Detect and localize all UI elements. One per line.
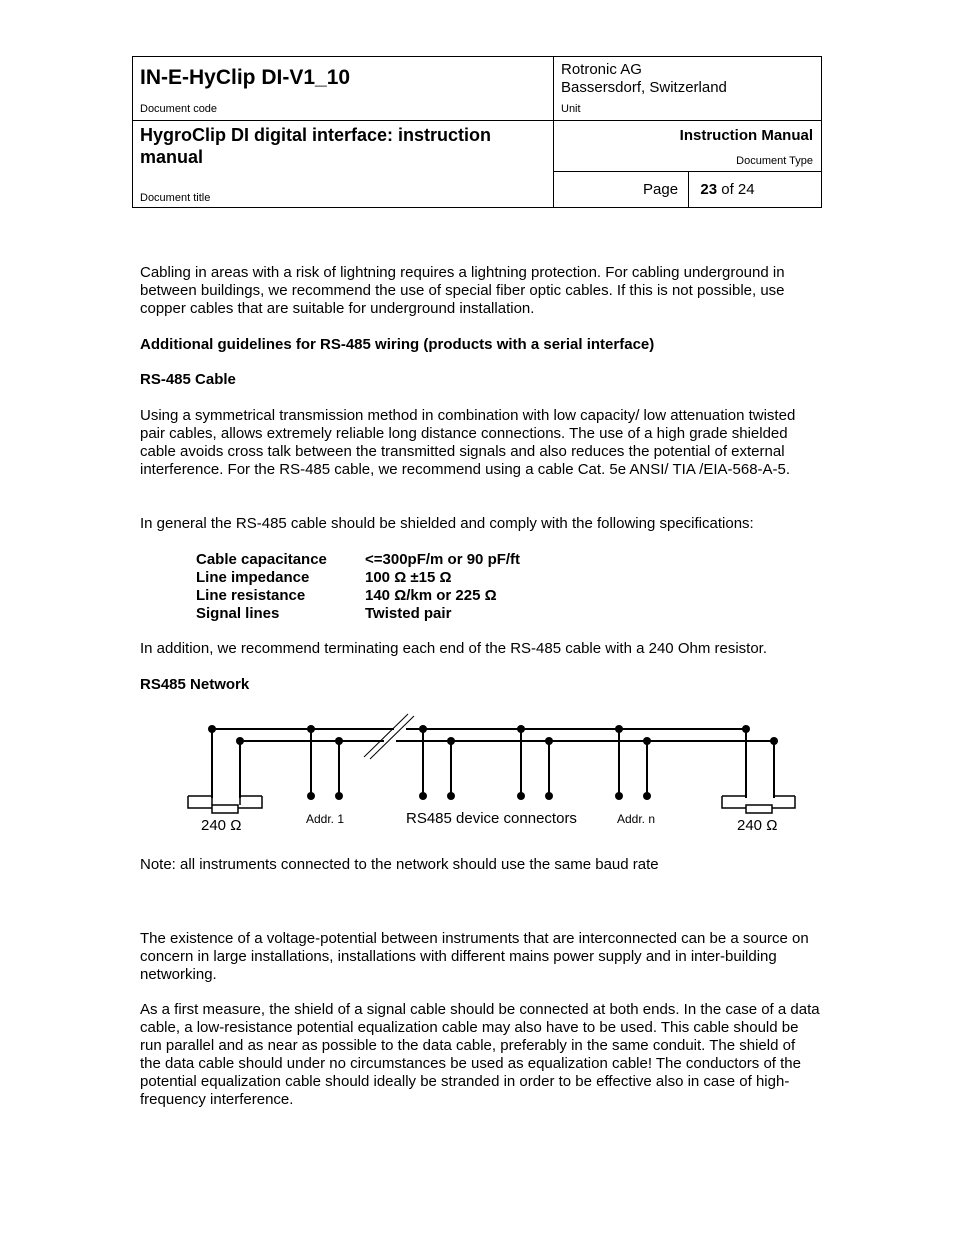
spec-name: Line impedance: [196, 569, 310, 586]
junction-dot: [770, 737, 778, 745]
unit-name: [561, 61, 811, 97]
rs485-network-diagram: [180, 710, 810, 850]
spec-value: 100 Ω ±15 Ω: [365, 569, 452, 586]
spec-name: Line resistance: [196, 587, 306, 604]
junction-dot: [742, 725, 750, 733]
page-total: of 24: [721, 181, 755, 198]
junction-dot: [615, 725, 623, 733]
wire: [722, 796, 746, 808]
resistor-right: [746, 805, 772, 813]
document-type-label: Document Type: [736, 155, 813, 167]
spec-name: Signal lines: [196, 605, 280, 622]
connector-terminal: [335, 792, 343, 800]
spec-row: [196, 587, 520, 605]
paragraph-general: In general the RS-485 cable should be shielded and comply with the following specifications:: [140, 515, 754, 532]
heading-rs485-cable: RS-485 Cable: [140, 371, 236, 388]
unit-label: Unit: [561, 103, 581, 115]
connector-terminal: [419, 792, 427, 800]
document-header: [132, 56, 822, 208]
spec-value: Twisted pair: [365, 605, 452, 622]
heading-rs485-network: RS485 Network: [140, 676, 250, 693]
connector-terminal: [643, 792, 651, 800]
resistor-left-label: 240 Ω: [201, 817, 242, 834]
junction-dot: [335, 737, 343, 745]
spec-table: [196, 551, 520, 623]
connectors-label: RS485 device connectors: [406, 810, 577, 827]
document-code: IN-E-HyClip DI-V1_10: [140, 66, 351, 89]
paragraph-lightning: Cabling in areas with a risk of lightning requires a lightning protection. For cabling underground in between buildings, we recommend the use of special fiber optic cables. If this is not possible, use copper cables that are suitable for underground installation.: [140, 264, 785, 317]
junction-dot: [447, 737, 455, 745]
wire: [772, 796, 795, 808]
junction-dot: [419, 725, 427, 733]
unit-line: Bassersdorf, Switzerland: [561, 79, 727, 96]
document-title-label: Document title: [140, 192, 211, 204]
paragraph-terminate: In addition, we recommend terminating each end of the RS-485 cable with a 240 Ohm resistor.: [140, 640, 768, 657]
connector-terminal: [545, 792, 553, 800]
document-title: HygroClip DI digital interface: instruction manual: [140, 125, 492, 167]
page-number: [643, 181, 755, 198]
break-mark: [370, 716, 414, 759]
connector-terminal: [307, 792, 315, 800]
resistor-left: [212, 805, 238, 813]
heading-guidelines: Additional guidelines for RS-485 wiring (products with a serial interface): [140, 336, 655, 353]
spec-row: [196, 551, 520, 569]
break-mark: [364, 714, 408, 757]
header-divider: [553, 171, 821, 172]
spec-name: Cable capacitance: [196, 551, 327, 568]
junction-dot: [307, 725, 315, 733]
connector-terminal: [447, 792, 455, 800]
address-1-label: Addr. 1: [306, 812, 345, 826]
unit-line: Rotronic AG: [561, 61, 642, 78]
header-divider: [133, 120, 821, 121]
spec-row: [196, 569, 520, 587]
page-label: Page: [643, 181, 679, 198]
paragraph-shield: As a first measure, the shield of a signal cable should be connected at both ends. In the case of a data cable, a low-resistance potential equalization cable may also have to be used. This cable should be run parallel and as near as possible to the data cable, preferably in the same conduit. The shield of the data cable should under no circumstances be used as equalization cable! The conductors of the potential equalization cable should ideally be stranded in order to be effective also in case of high- frequency interference.: [140, 1001, 820, 1108]
junction-dot: [208, 725, 216, 733]
resistor-right-label: 240 Ω: [737, 817, 778, 834]
junction-dot: [643, 737, 651, 745]
paragraph-note: Note: all instruments connected to the network should use the same baud rate: [140, 856, 659, 873]
document-code-label: Document code: [140, 103, 218, 115]
page-current: 23: [700, 181, 718, 198]
connector-terminal: [615, 792, 623, 800]
spec-value: <=300pF/m or 90 pF/ft: [365, 551, 521, 568]
junction-dot: [517, 725, 525, 733]
address-n-label: Addr. n: [617, 812, 656, 826]
paragraph-cable: Using a symmetrical transmission method in combination with low capacity/ low attenuation twisted pair cables, allows extremely reliable long distance connections. The use of a high grade shielded cable avoids cross talk between the transmitted signals and also reduces the potential of external interference. For the RS-485 cable, we recommend using a cable Cat. 5e ANSI/ TIA /EIA-568-A-5.: [140, 407, 796, 478]
document-type: Instruction Manual: [679, 127, 813, 144]
wire: [238, 796, 262, 808]
paragraph-potential: The existence of a voltage-potential between instruments that are interconnected can be a source on concern in large installations, installations with different mains power supply and in inter-building networking.: [140, 930, 809, 983]
header-divider: [553, 57, 554, 207]
spec-value: 140 Ω/km or 225 Ω: [365, 587, 497, 604]
connector-terminal: [517, 792, 525, 800]
wire: [188, 796, 212, 808]
junction-dot: [236, 737, 244, 745]
spec-row: [196, 605, 520, 623]
junction-dot: [545, 737, 553, 745]
